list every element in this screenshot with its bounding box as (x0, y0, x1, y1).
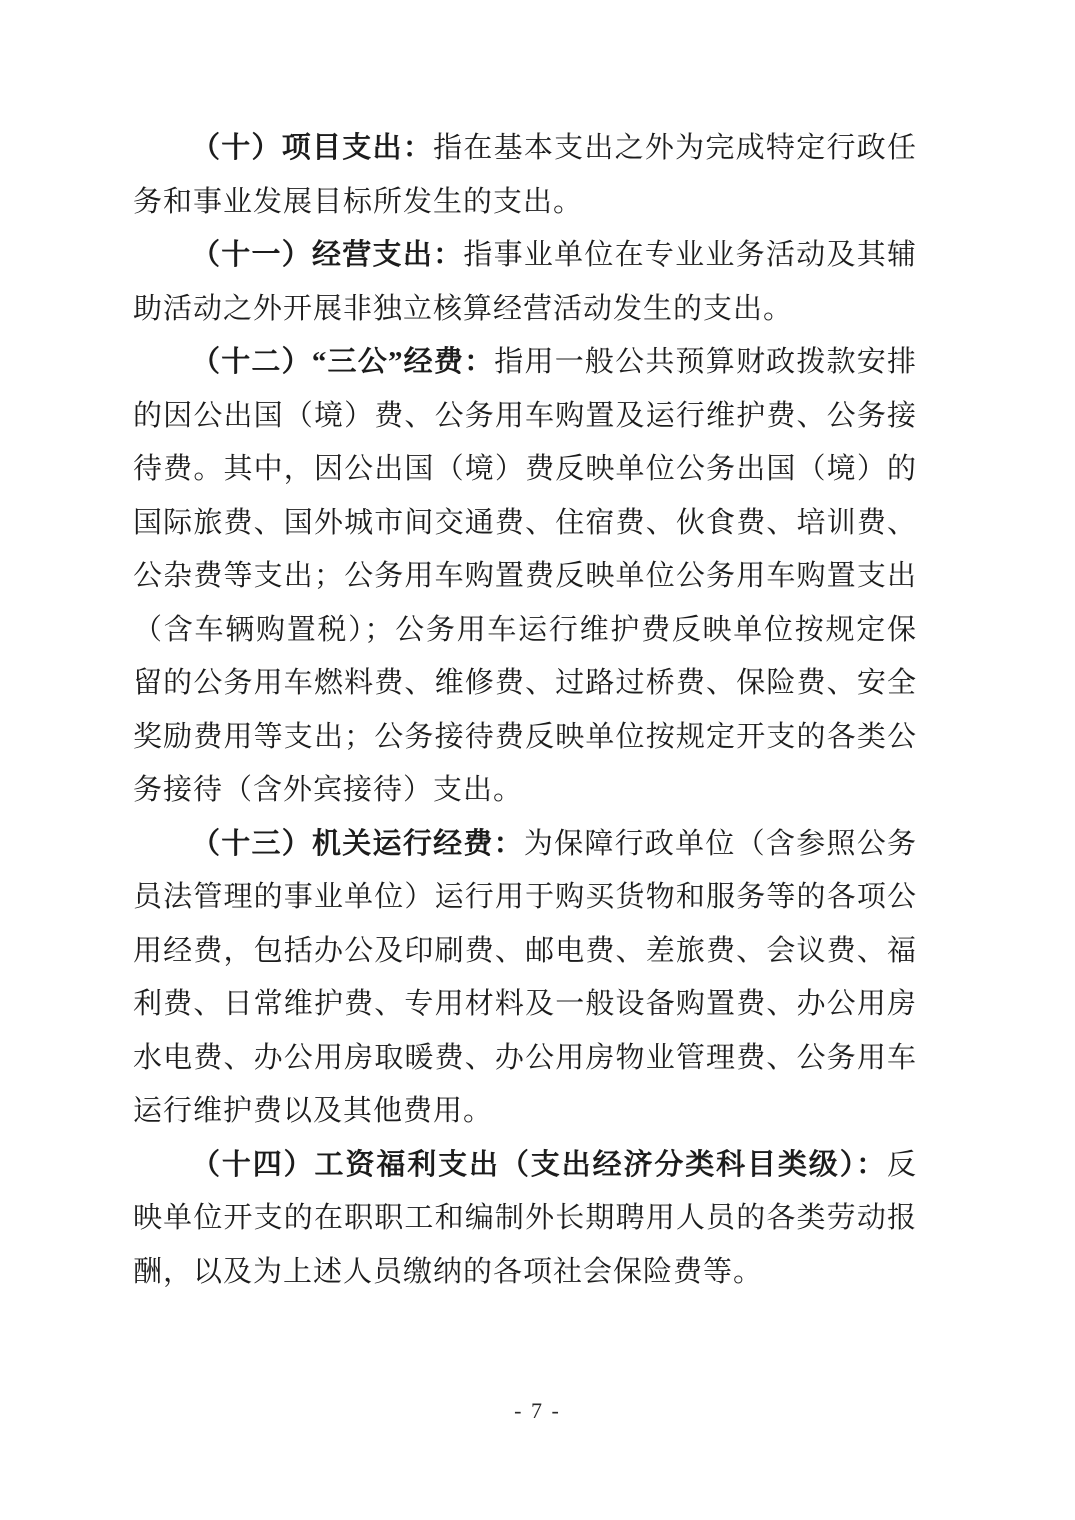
paragraph (133, 229, 917, 336)
paragraph (133, 1139, 917, 1300)
paragraph (133, 122, 917, 229)
paragraph-body: 指在基本支出之外为完成特定行政任务和事业发展目标所发生的支出。 (133, 132, 917, 218)
paragraph-lead: （十三）机关运行经费： (191, 827, 524, 860)
page-number: - 7 - (514, 1398, 561, 1423)
paragraph-lead: （十四）工资福利支出（支出经济分类科目类级）： (191, 1148, 887, 1181)
paragraph-lead: （十）项目支出： (191, 132, 434, 164)
paragraph-body: 为保障行政单位（含参照公务员法管理的事业单位）运行用于购买货物和服务等的各项公用经费，包括办公及印刷费、邮电费、差旅费、会议费、福利费、日常维护费、专用材料及一般设备购置费、办公用房水电费、办公用房取暖费、办公用房物业管理费、公务用车运行维护费以及其他费用。 (133, 827, 917, 1127)
paragraph-body: 指用一般公共预算财政拨款安排的因公出国（境）费、公务用车购置及运行维护费、公务接待费。其中，因公出国（境）费反映单位公务出国（境）的国际旅费、国外城市间交通费、住宿费、伙食费、培训费、公杂费等支出；公务用车购置费反映单位公务用车购置支出（含车辆购置税）；公务用车运行维护费反映单位按规定保留的公务用车燃料费、维修费、过路过桥费、保险费、安全奖励费用等支出；公务接待费反映单位按规定开支的各类公务接待（含外宾接待）支出。 (133, 346, 917, 806)
paragraph (133, 818, 917, 1139)
paragraph-lead: （十一）经营支出： (191, 239, 464, 271)
paragraph-body: 反映单位开支的在职职工和编制外长期聘用人员的各类劳动报酬，以及为上述人员缴纳的各项社会保险费等。 (133, 1148, 917, 1288)
paragraph (133, 336, 917, 818)
paragraph-body: 指事业单位在专业业务活动及其辅助活动之外开展非独立核算经营活动发生的支出。 (133, 239, 917, 325)
paragraph-lead: （十二）“三公”经费： (191, 346, 495, 378)
document-body (133, 122, 917, 1299)
